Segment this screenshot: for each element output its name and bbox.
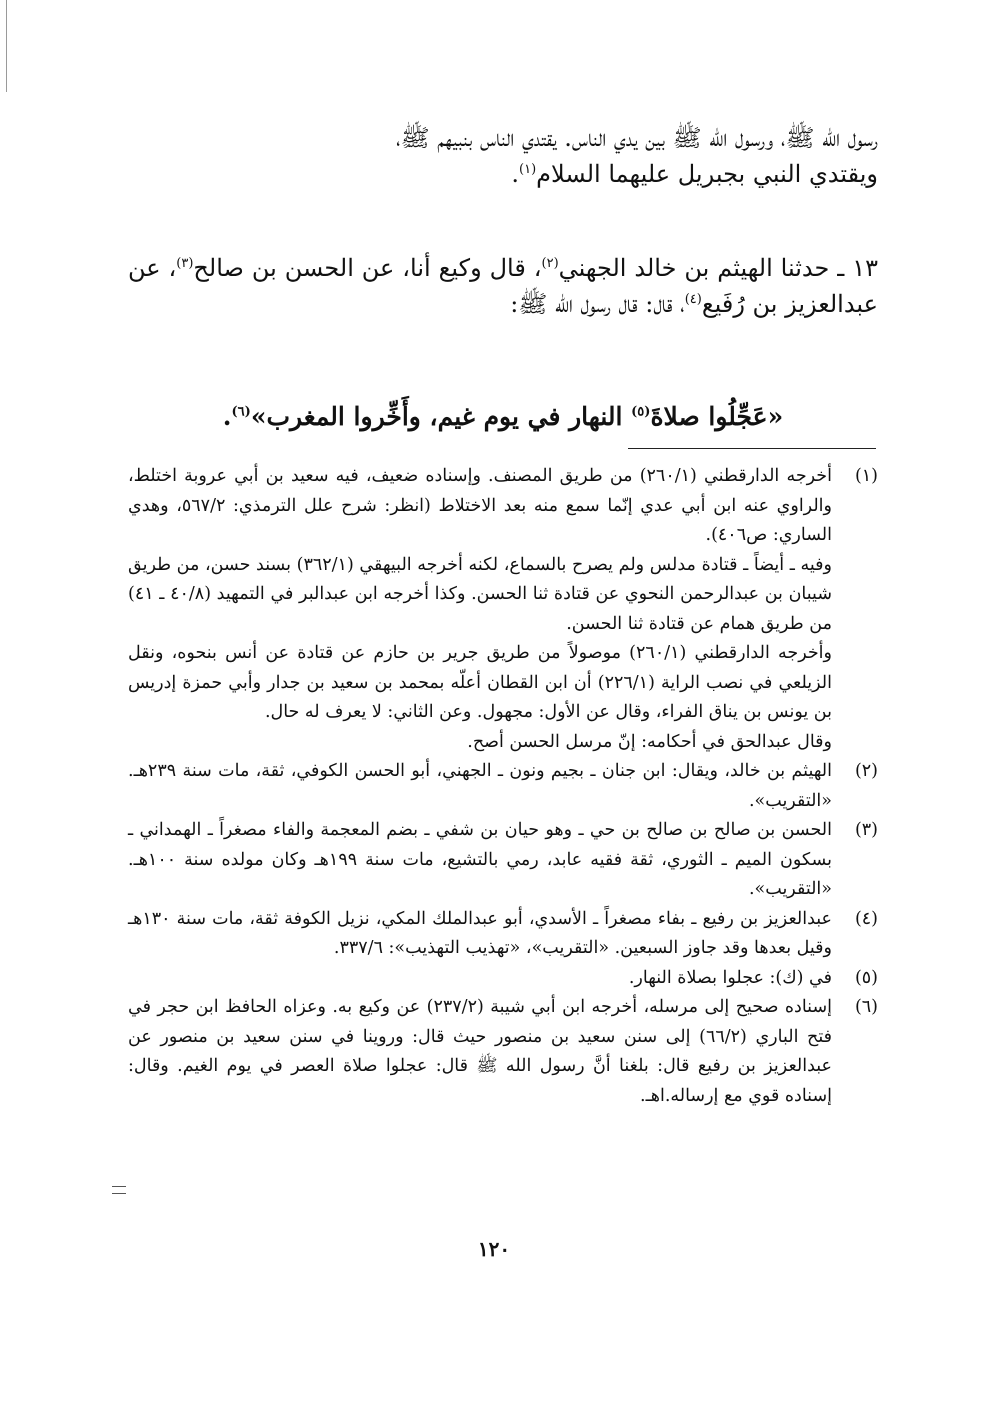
footnote-paragraph: أخرجه الدارقطني (٢٦٠/١) من طريق المصنف. وإسناده ضعيف، فيه سعيد بن أبي عروبة اختلط، والراوي عنه ابن أبي عدي إنّما سمع منه بعد الاختلاط (انظر: شرح علل الترمذي: ٥٦٧/٢، وهدي الساري: ص٤٠٦). [128,466,832,545]
matn-part-1: «عَجِّلُوا صلاةَ [650,402,784,431]
footnote-body [128,905,832,964]
matn-part-2: النهار في يوم غيم، وأَخِّروا المغرب» [250,402,632,431]
intro-line-2-end: . [511,160,519,188]
footnote-4 [128,905,878,964]
footnote-5 [128,964,878,994]
footnote-body [128,816,832,905]
footnote-number: (٤) [854,908,878,929]
footnote-body [128,462,832,757]
footnote-paragraph: عبدالعزيز بن رفيع ـ بفاء مصغراً ـ الأسدي، أبو عبدالملك المكي، نزيل الكوفة ثقة، مات سنة ١٣٠هـ وقيل بعدها وقد جاوز السبعين. «التقريب»، «تهذيب التهذيب»: ٣٣٧/٦. [128,908,832,958]
footnote-body [128,964,832,994]
isnad-part-1: ١٣ ـ حدثنا الهيثم بن خالد الجهني [558,254,879,282]
matn-end: . [222,402,232,431]
intro-paragraph [128,120,878,192]
continuation-mark [112,1186,126,1194]
footnote-number: (٢) [854,761,878,781]
page-edge-line [6,0,7,92]
intro-line-2: ويقتدي النبي بجبريل عليهما السلام [536,160,878,188]
footnote-ref-6[interactable]: (٦) [231,404,251,420]
footnote-separator [628,448,876,449]
hadith-matn [128,397,878,437]
isnad-part-4: ، قال: قال رسول الله ﷺ: [510,290,685,318]
footnote-paragraph: وفيه ـ أيضاً ـ قتادة مدلس ولم يصرح بالسماع، لكنه أخرجه البيهقي (٣٦٢/١) بسند حسن، من طريق شيبان بن عبدالرحمن النحوي عن قتادة ثنا الحسن. وكذا أخرجه ابن عبدالبر في التمهيد (٤٠/٨ ـ ٤١) من طريق همام عن قتادة ثنا الحسن. [128,554,832,634]
footnote-number: (٣) [854,820,878,840]
footnotes-list [128,462,878,1111]
hadith-isnad [128,250,878,322]
footnote-6 [128,993,878,1111]
page-number: ١٢٠ [477,1237,511,1261]
footnote-ref-1[interactable]: (١) [519,162,537,177]
footnote-paragraph: وأخرجه الدارقطني (٢٦٠/١) موصولاً من طريق جرير بن حازم عن قتادة عن أنس بنحوه، ونقل الزيلعي في نصب الراية (٢٢٦/١) أن ابن القطان أعلّه بمحمد بن سعيد بن جدار وأبي حمزة إدريس بن يونس بن يناق الفراء، وقال عن الأول: مجهول. وعن الثاني: لا يعرف له حال. [128,643,832,722]
footnote-body [128,757,832,816]
footnote-paragraph: وقال عبدالحق في أحكامه: إنّ مرسل الحسن أصح. [467,731,832,752]
footnote-body [128,993,832,1111]
footnote-1 [128,462,878,757]
footnote-paragraph: الهيثم بن خالد، ويقال: ابن جنان ـ بجيم ونون ـ الجهني، أبو الحسن الكوفي، ثقة، مات سنة ٢٣٩هـ. «التقريب». [128,761,832,811]
footnote-paragraph: في (ك): عجلوا بصلاة النهار. [628,967,832,988]
footnote-number: (٦) [854,997,878,1017]
footnote-number: (١) [854,466,878,486]
footnote-3 [128,816,878,905]
footnote-paragraph: الحسن بن صالح بن صالح بن حي ـ وهو حيان بن شفي ـ بضم المعجمة والفاء مصغراً ـ الهمداني ـ بسكون الميم ـ الثوري، ثقة فقيه عابد، رمي بالتشيع، مات سنة ١٩٩هـ وكان مولده سنة ١٠٠هـ. «التقريب». [128,820,832,899]
footnote-ref-4[interactable]: (٤) [684,292,702,307]
footnote-2 [128,757,878,816]
intro-line-1: رسول الله ﷺ، ورسول الله ﷺ بين يدي الناس. يقتدي الناس بنبيهم ﷺ، [395,124,878,152]
footnote-number: (٥) [854,967,878,988]
footnote-ref-2[interactable]: (٢) [541,256,559,271]
footnote-paragraph: إسناده صحيح إلى مرسله، أخرجه ابن أبي شيبة (٢٣٧/٢) عن وكيع به. وعزاه الحافظ ابن حجر في فتح الباري (٦٦/٢) إلى سنن سعيد بن منصور حيث قال: وروينا في سنن سعيد بن منصور عن عبدالعزيز بن رفيع قال: بلغنا أنَّ رسول الله ﷺ قال: عجلوا صلاة العصر في يوم الغيم. وقال: إسناده قوي مع إرساله.اهـ. [128,997,832,1106]
footnote-ref-3[interactable]: (٣) [176,256,194,271]
footnote-ref-5[interactable]: (٥) [631,404,651,420]
isnad-part-2: ، قال وكيع أنا، عن الحسن بن صالح [193,254,542,282]
isnad-part-3: ، عن عبدالعزيز بن رُفَيع [128,254,878,318]
